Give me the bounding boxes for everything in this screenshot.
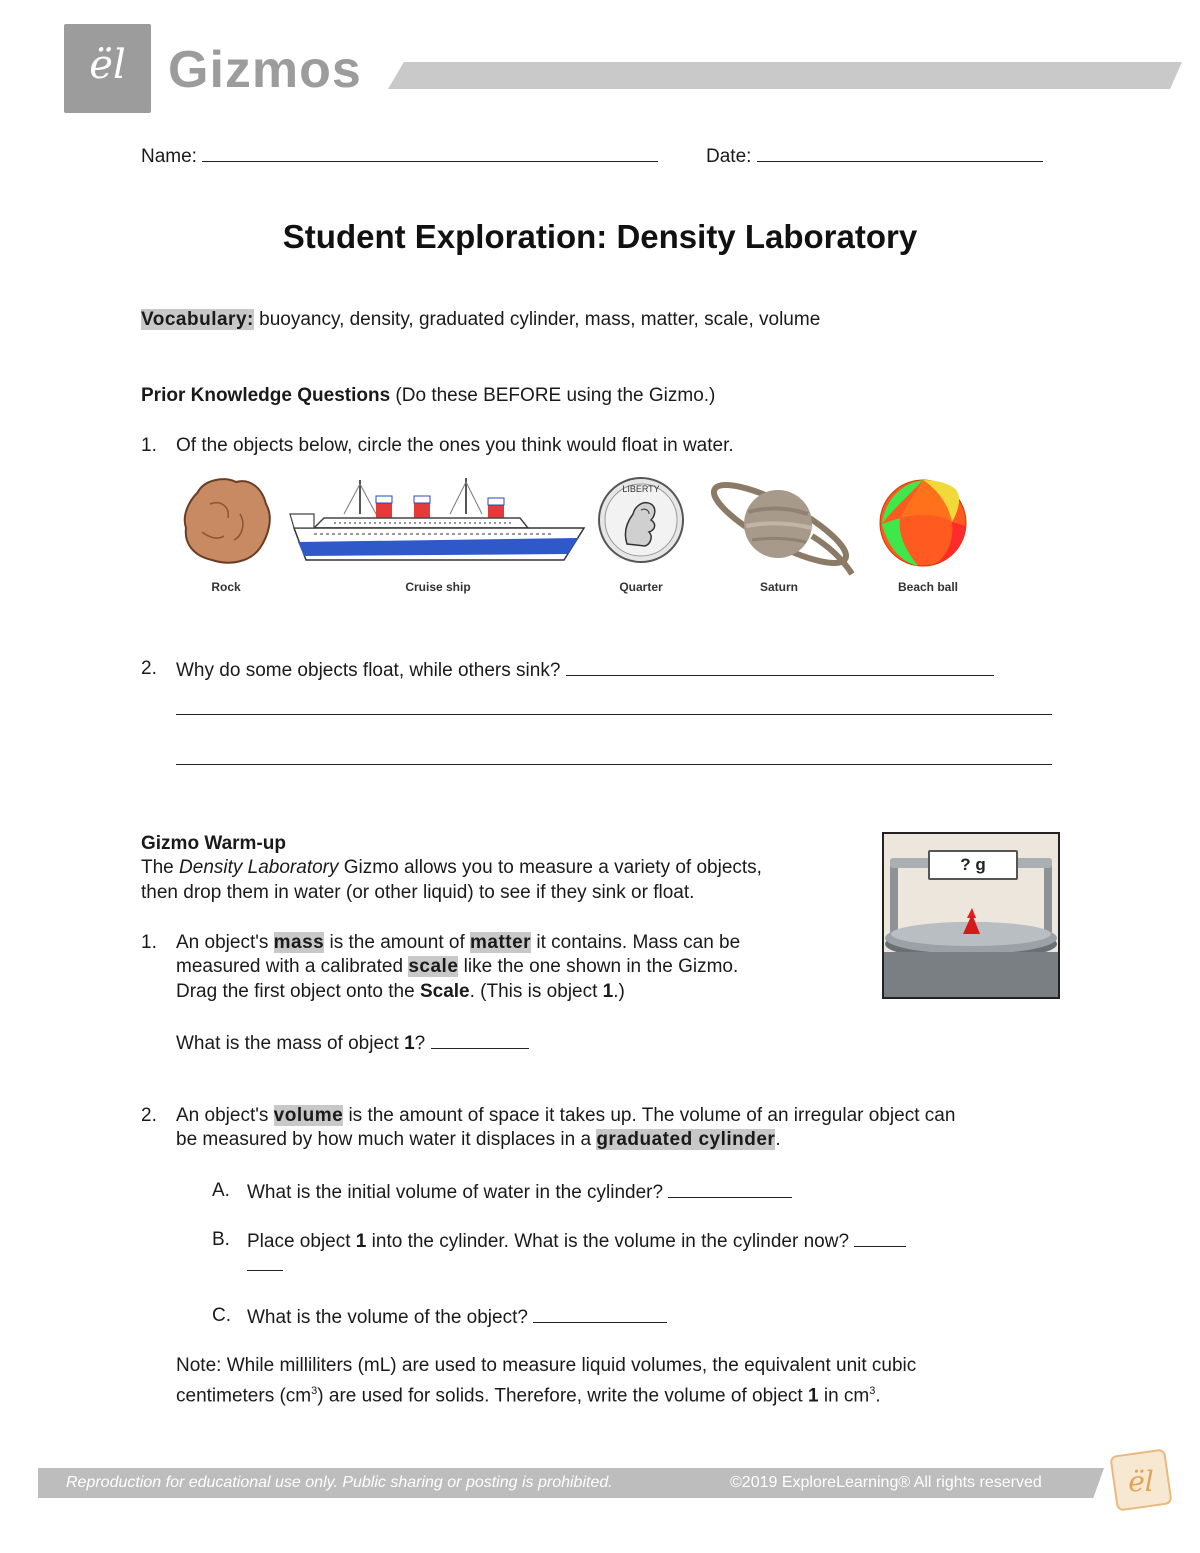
term-graduated-cylinder: graduated cylinder: [596, 1129, 776, 1150]
date-line: [706, 143, 1043, 169]
part-a-label: A.: [212, 1180, 230, 1201]
prior-knowledge-heading-line: [141, 384, 715, 408]
warmup-q2-line1: [176, 1104, 955, 1128]
q1-text-c: it contains. Mass can be: [531, 932, 741, 953]
quarter-inscription: LIBERTY: [622, 484, 660, 494]
vocabulary-line: [141, 308, 820, 332]
q2-line2-b: .: [775, 1129, 781, 1150]
prior-knowledge-note: (Do these BEFORE using the Gizmo.): [390, 385, 716, 406]
q1-text-a: An object's: [176, 932, 274, 953]
rock-icon: [180, 474, 274, 566]
q2-line2-a: be measured by how much water it displaces in a: [176, 1129, 597, 1150]
object-label-beach-ball: Beach ball: [897, 580, 959, 594]
mass-answer-blank[interactable]: [431, 1030, 529, 1049]
prior-q1-number: 1.: [141, 435, 157, 456]
prior-q2-line: [176, 657, 994, 683]
el-logo-icon: ël: [89, 42, 126, 88]
initial-volume-blank[interactable]: [668, 1179, 792, 1198]
new-volume-blank-1[interactable]: [854, 1228, 906, 1247]
part-a-line: [247, 1179, 792, 1205]
warmup-q1-line1: [176, 931, 740, 955]
q1-ask-b: ?: [414, 1033, 426, 1054]
warmup-heading: Gizmo Warm-up: [141, 833, 286, 854]
object-label-saturn: Saturn: [759, 580, 798, 594]
object-label-rock: Rock: [211, 580, 241, 594]
note-object-num: 1: [807, 1385, 819, 1407]
warmup-q2-line2: [176, 1128, 781, 1152]
warmup-q1-ask: [176, 1030, 529, 1056]
term-scale: scale: [408, 956, 459, 977]
object-volume-blank[interactable]: [533, 1304, 667, 1323]
prior-q2-text: Why do some objects float, while others sink?: [176, 660, 561, 681]
prior-q2-blank-2[interactable]: [176, 714, 1052, 715]
quarter-coin-icon: [597, 474, 685, 566]
scale-figure: [882, 832, 1060, 999]
warmup-q1-line3: [176, 980, 625, 1004]
footer-logo-text: ël: [1128, 1465, 1154, 1498]
object-label-quarter: Quarter: [619, 580, 663, 594]
warmup-q2-number: 2.: [141, 1105, 157, 1126]
prior-q2-blank-1[interactable]: [566, 657, 994, 676]
object-label-cruise-ship: Cruise ship: [405, 580, 471, 594]
prior-q2-blank-3[interactable]: [176, 764, 1052, 765]
q2-text-b: is the amount of space it takes up. The volume of an irregular object can: [343, 1105, 956, 1126]
q1-line3-c: .): [613, 981, 625, 1002]
q1-line3-a: Drag the first object onto the: [176, 981, 420, 1002]
name-label: Name:: [141, 146, 197, 167]
note-text-c: in cm: [818, 1385, 870, 1407]
q1-line2-a: measured with a calibrated: [176, 956, 409, 977]
q2-text-a: An object's: [176, 1105, 274, 1126]
note-text-a: centimeters (cm: [176, 1385, 312, 1407]
part-b-line: [247, 1228, 906, 1254]
vocabulary-label: Vocabulary:: [141, 309, 254, 330]
explorelearning-logo-icon: [1108, 1447, 1174, 1513]
warmup-intro-line1: [141, 856, 762, 880]
note-line2: [176, 1379, 881, 1408]
part-c-text: What is the volume of the object?: [247, 1307, 528, 1328]
warmup-intro-line2: then drop them in water (or other liquid) to see if they sink or float.: [141, 882, 695, 903]
note-sup-2: 3: [869, 1385, 876, 1397]
warmup-intro-b: Gizmo allows you to measure a variety of objects,: [338, 857, 762, 878]
part-c-label: C.: [212, 1305, 231, 1326]
scale-readout: ? g: [928, 850, 1018, 880]
name-blank[interactable]: [202, 143, 658, 162]
note-end: .: [875, 1385, 881, 1407]
beach-ball-icon: [878, 478, 968, 568]
term-volume: volume: [273, 1105, 344, 1126]
term-matter: matter: [470, 932, 532, 953]
new-volume-blank-2[interactable]: [247, 1252, 283, 1271]
part-b-text-b: into the cylinder. What is the volume in the cylinder now?: [366, 1231, 850, 1252]
page-title: Student Exploration: Density Laboratory: [282, 218, 918, 255]
q1-ask-num: 1: [404, 1033, 415, 1054]
header-bar: [388, 62, 1182, 89]
note-text-b: ) are used for solids. Therefore, write the volume of object: [317, 1385, 808, 1407]
note-sup-1: 3: [311, 1385, 318, 1397]
date-blank[interactable]: [757, 143, 1043, 162]
q1-line2-b: like the one shown in the Gizmo.: [458, 956, 739, 977]
prior-knowledge-heading: Prior Knowledge Questions: [141, 385, 391, 406]
saturn-icon: [708, 474, 858, 578]
vocabulary-terms: buoyancy, density, graduated cylinder, mass, matter, scale, volume: [253, 309, 821, 330]
note-line1: Note: While milliliters (mL) are used to measure liquid volumes, the equivalent unit cubic: [176, 1355, 917, 1376]
warmup-intro-italic: Density Laboratory: [179, 857, 339, 878]
brand-title: Gizmos: [168, 41, 362, 99]
q1-text-b: is the amount of: [324, 932, 470, 953]
q1-line3-b: . (This is object: [469, 981, 603, 1002]
cruise-ship-icon: [284, 474, 590, 566]
date-label: Date:: [706, 146, 752, 167]
prior-q2-number: 2.: [141, 658, 157, 679]
q1-object-num: 1: [602, 981, 614, 1002]
footer-copyright: ©2019 ExploreLearning® All rights reserved: [730, 1474, 1042, 1491]
warmup-q1-number: 1.: [141, 932, 157, 953]
q1-scale-bold: Scale: [419, 981, 470, 1002]
q1-ask-a: What is the mass of object: [176, 1033, 405, 1054]
part-c-line: [247, 1304, 667, 1330]
part-b-text-a: Place object: [247, 1231, 356, 1252]
name-line: [141, 143, 658, 169]
part-a-text: What is the initial volume of water in the cylinder?: [247, 1182, 664, 1203]
part-b-label: B.: [212, 1229, 230, 1250]
part-b-num: 1: [355, 1231, 367, 1252]
warmup-intro-a: The: [141, 857, 180, 878]
prior-q1-text: Of the objects below, circle the ones you think would float in water.: [176, 435, 734, 456]
term-mass: mass: [273, 932, 325, 953]
footer-disclaimer: Reproduction for educational use only. Public sharing or posting is prohibited.: [66, 1474, 613, 1491]
warmup-q1-line2: [176, 955, 738, 979]
